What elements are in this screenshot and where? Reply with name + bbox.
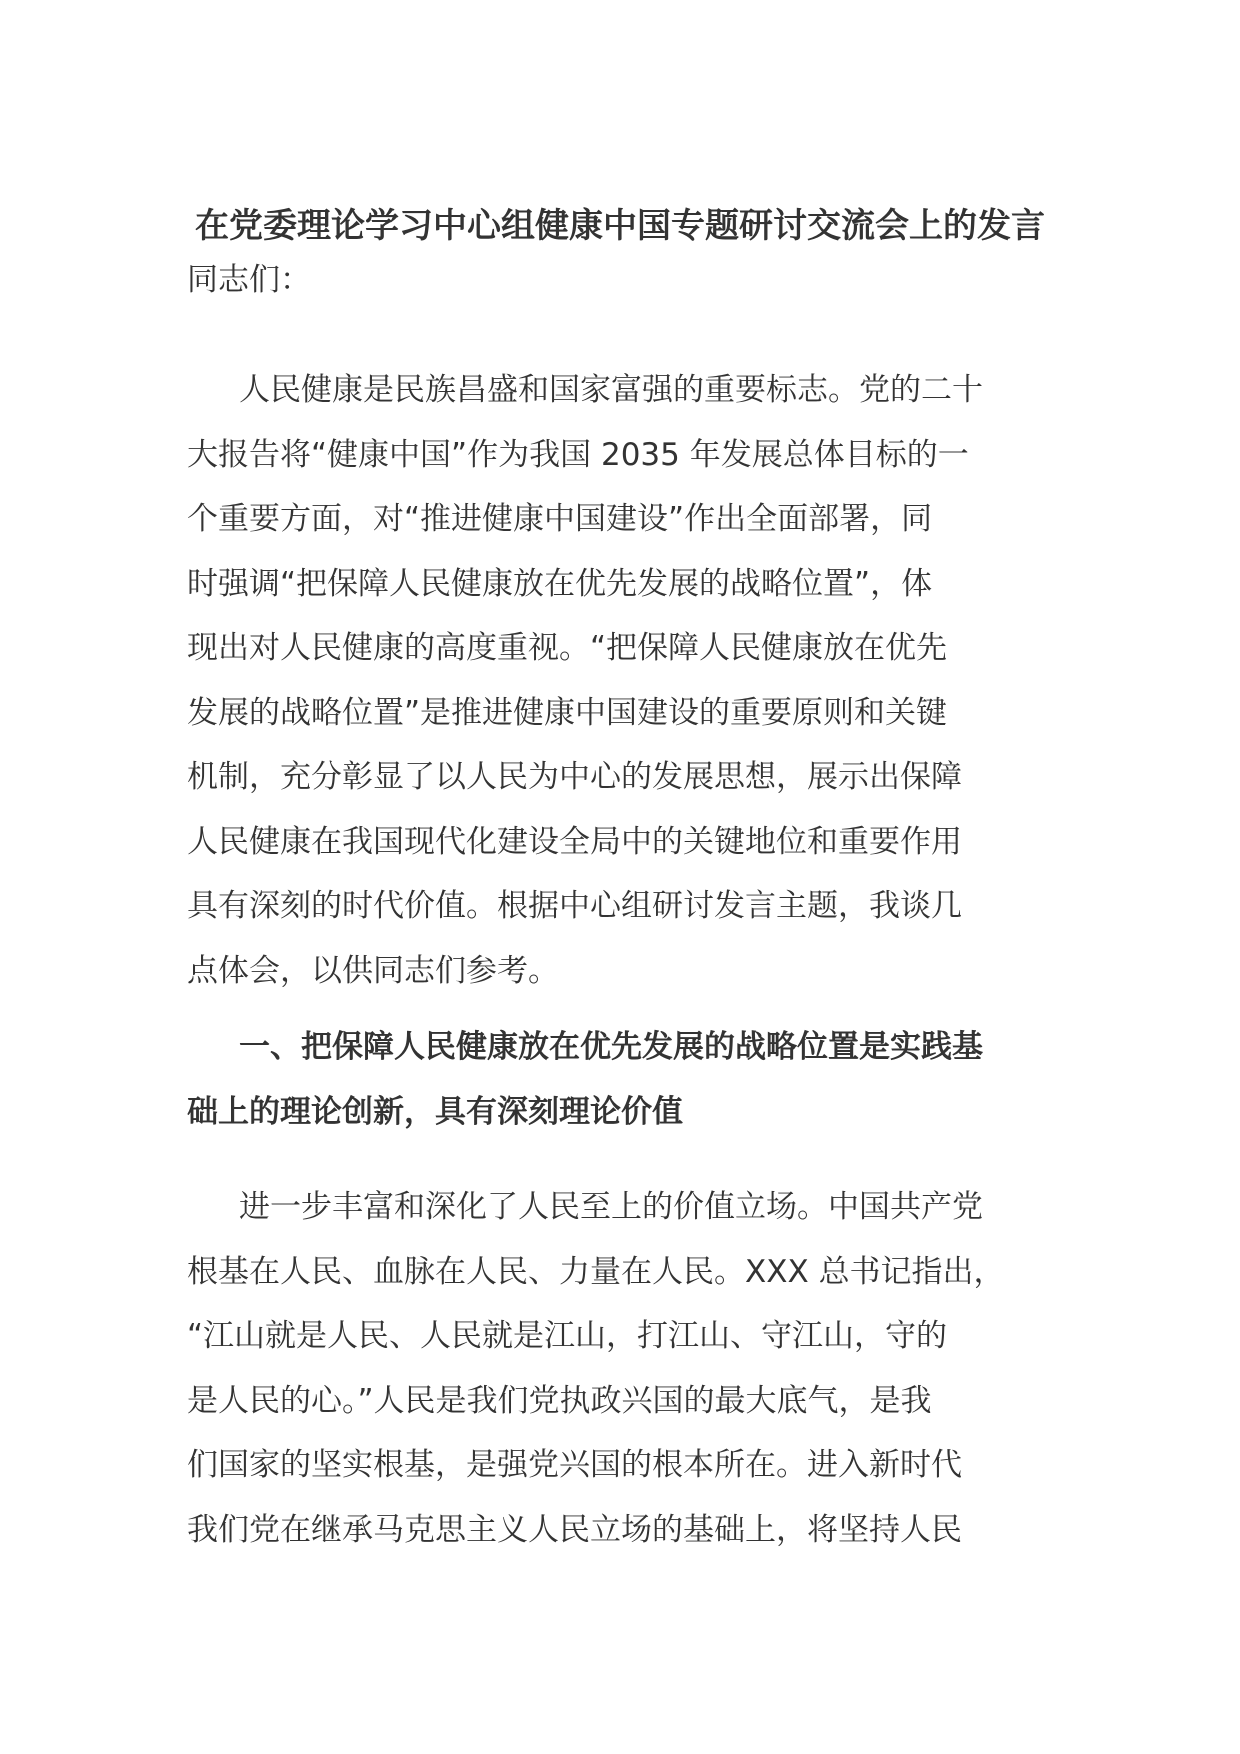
paragraph-line: 我们党在继承马克思主义人民立场的基础上，将坚持人民 — [187, 1511, 962, 1548]
salutation: 同志们： — [187, 262, 311, 298]
paragraph-line: 点体会，以供同志们参考。 — [187, 952, 559, 989]
paragraph-line: 根基在人民、血脉在人民、力量在人民。XXX 总书记指出， — [187, 1253, 1005, 1290]
paragraph-line: 发展的战略位置”是推进健康中国建设的重要原则和关键 — [187, 694, 948, 731]
paragraph-line: “江山就是人民、人民就是江山，打江山、守江山，守的 — [187, 1318, 948, 1354]
paragraph-line: 是人民的心。”人民是我们党执政兴国的最大底气，是我 — [187, 1382, 932, 1419]
paragraph-line: 大报告将“健康中国”作为我国 2035 年发展总体目标的一 — [187, 436, 969, 473]
paragraph-line: 们国家的坚实根基，是强党兴国的根本所在。进入新时代 — [187, 1447, 962, 1483]
heading-line: 础上的理论创新，具有深刻理论价值 — [187, 1093, 683, 1130]
heading-line: 一、把保障人民健康放在优先发展的战略位置是实践基 — [239, 1029, 983, 1065]
paragraph-2 — [187, 1175, 1067, 1562]
paragraph-1 — [187, 358, 1067, 1003]
paragraph-line: 人民健康是民族昌盛和国家富强的重要标志。党的二十 — [239, 372, 983, 408]
document-title: 在党委理论学习中心组健康中国专题研讨交流会上的发言 — [195, 206, 1045, 246]
paragraph-line: 人民健康在我国现代化建设全局中的关键地位和重要作用 — [187, 823, 962, 860]
section-heading-1 — [187, 1015, 1067, 1144]
paragraph-line: 现出对人民健康的高度重视。“把保障人民健康放在优先 — [187, 630, 948, 666]
paragraph-line: 个重要方面，对“推进健康中国建设”作出全面部署，同 — [187, 501, 933, 537]
paragraph-line: 具有深刻的时代价值。根据中心组研讨发言主题，我谈几 — [187, 888, 962, 924]
paragraph-line: 机制，充分彰显了以人民为中心的发展思想，展示出保障 — [187, 759, 962, 795]
paragraph-line: 进一步丰富和深化了人民至上的价值立场。中国共产党 — [239, 1189, 983, 1225]
paragraph-line: 时强调“把保障人民健康放在优先发展的战略位置”，体 — [187, 565, 933, 602]
